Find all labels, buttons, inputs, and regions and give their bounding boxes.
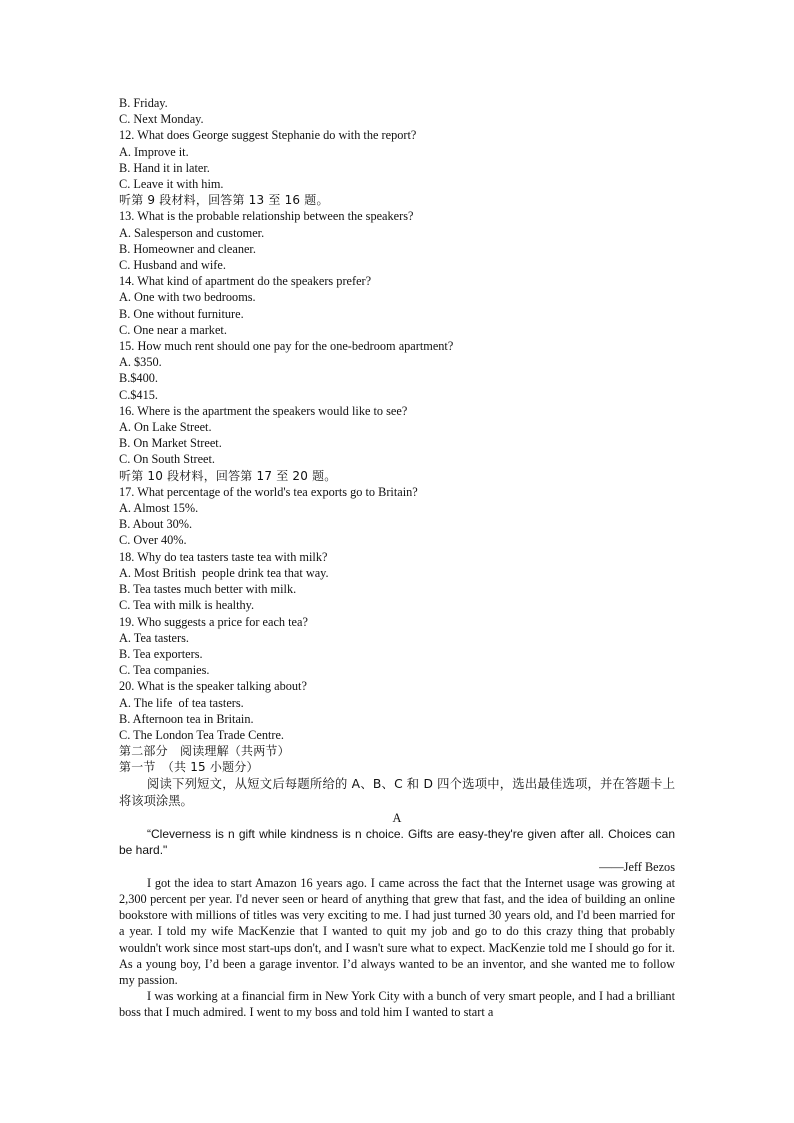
passage-label: A <box>392 810 402 825</box>
option-line: B. On Market Street. <box>119 436 222 451</box>
quote-text: “Cleverness is n gift while kindness is n choice. Gifts are easy-they're given after all. Choices can be hard." <box>119 826 675 858</box>
question-line: 13. What is the probable relationship between the speakers? <box>119 209 414 224</box>
option-line: A. Salesperson and customer. <box>119 225 265 240</box>
option-line: B. Homeowner and cleaner. <box>119 241 256 256</box>
question-line: 19. Who suggests a price for each tea? <box>119 614 308 629</box>
option-line: C.$415. <box>119 387 158 402</box>
question-line: 15. How much rent should one pay for the one-bedroom apartment? <box>119 339 454 354</box>
section-one-heading: 第一节 （共 15 小题分） <box>119 760 259 775</box>
option-line: A. One with two bedrooms. <box>119 290 256 305</box>
question-line: 17. What percentage of the world's tea exports go to Britain? <box>119 484 418 499</box>
questions-mid <box>119 208 675 467</box>
section-heading-9: 听第 9 段材料，回答第 13 至 16 题。 <box>119 193 329 208</box>
option-line: C. On South Street. <box>119 452 215 467</box>
option-line: B. Hand it in later. <box>119 160 210 175</box>
option-line: B. About 30%. <box>119 517 193 532</box>
option-line: B.$400. <box>119 371 158 386</box>
question-line: 12. What does George suggest Stephanie do with the report? <box>119 128 417 143</box>
option-line: A. Improve it. <box>119 144 189 159</box>
option-line: B. One without furniture. <box>119 306 244 321</box>
question-line: 18. Why do tea tasters taste tea with milk? <box>119 549 328 564</box>
option-line: C. The London Tea Trade Centre. <box>119 727 285 742</box>
option-line: C. One near a market. <box>119 322 227 337</box>
question-line: 16. Where is the apartment the speakers would like to see? <box>119 403 408 418</box>
instructions: 阅读下列短文，从短文后每题所给的 A、B、C 和 D 四个选项中，选出最佳选项，并在答题卡上将该项涂黑。 <box>119 776 675 808</box>
option-line: B. Friday. <box>119 96 168 110</box>
paragraph-1: I got the idea to start Amazon 16 years ago. I came across the fact that the Internet usage was growing at 2,300 percent per year. I'd never seen or heard of anything that grew that fast, and the idea of building an online bookstore with millions of titles was very exciting to me. I had just turned 30 years old, and I'd been married for a year. I told my wife MacKenzie that I wanted to quit my job and go to do this crazy thing that probably wouldn't work since most start-ups don't, and I wasn't sure what to expect. MacKenzie told me I should go for it. As a young boy, I’d been a garage inventor. I’d always wanted to be an inventor, and she wanted me to follow my passion. <box>119 875 675 987</box>
question-line: 20. What is the speaker talking about? <box>119 679 307 694</box>
option-line: C. Tea with milk is healthy. <box>119 598 255 613</box>
option-line: C. Next Monday. <box>119 112 204 127</box>
option-line: C. Tea companies. <box>119 663 210 678</box>
option-line: C. Leave it with him. <box>119 177 224 192</box>
option-line: B. Tea exporters. <box>119 646 203 661</box>
part-two-heading: 第二部分 阅读理解（共两节） <box>119 744 290 759</box>
option-line: A. Tea tasters. <box>119 630 189 645</box>
quote-author: ——Jeff Bezos <box>599 859 675 874</box>
option-line: C. Over 40%. <box>119 533 187 548</box>
option-line: B. Tea tastes much better with milk. <box>119 582 297 597</box>
question-line: 14. What kind of apartment do the speakers prefer? <box>119 274 372 289</box>
option-line: B. Afternoon tea in Britain. <box>119 711 254 726</box>
option-line: A. $350. <box>119 355 162 370</box>
option-line: A. On Lake Street. <box>119 420 212 435</box>
option-line: C. Husband and wife. <box>119 258 226 273</box>
option-line: A. Almost 15%. <box>119 501 199 516</box>
paragraph-2: I was working at a financial firm in New York City with a bunch of very smart people, and I had a brilliant boss that I much admired. I went to my boss and told him I wanted to start a <box>119 989 675 1020</box>
option-line: A. Most British people drink tea that way. <box>119 565 329 580</box>
questions-bottom <box>119 484 675 743</box>
section-heading-10: 听第 10 段材料，回答第 17 至 20 题。 <box>119 468 337 483</box>
option-line: A. The life of tea tasters. <box>119 695 244 710</box>
questions-top <box>119 95 675 192</box>
document-page <box>119 95 675 1021</box>
